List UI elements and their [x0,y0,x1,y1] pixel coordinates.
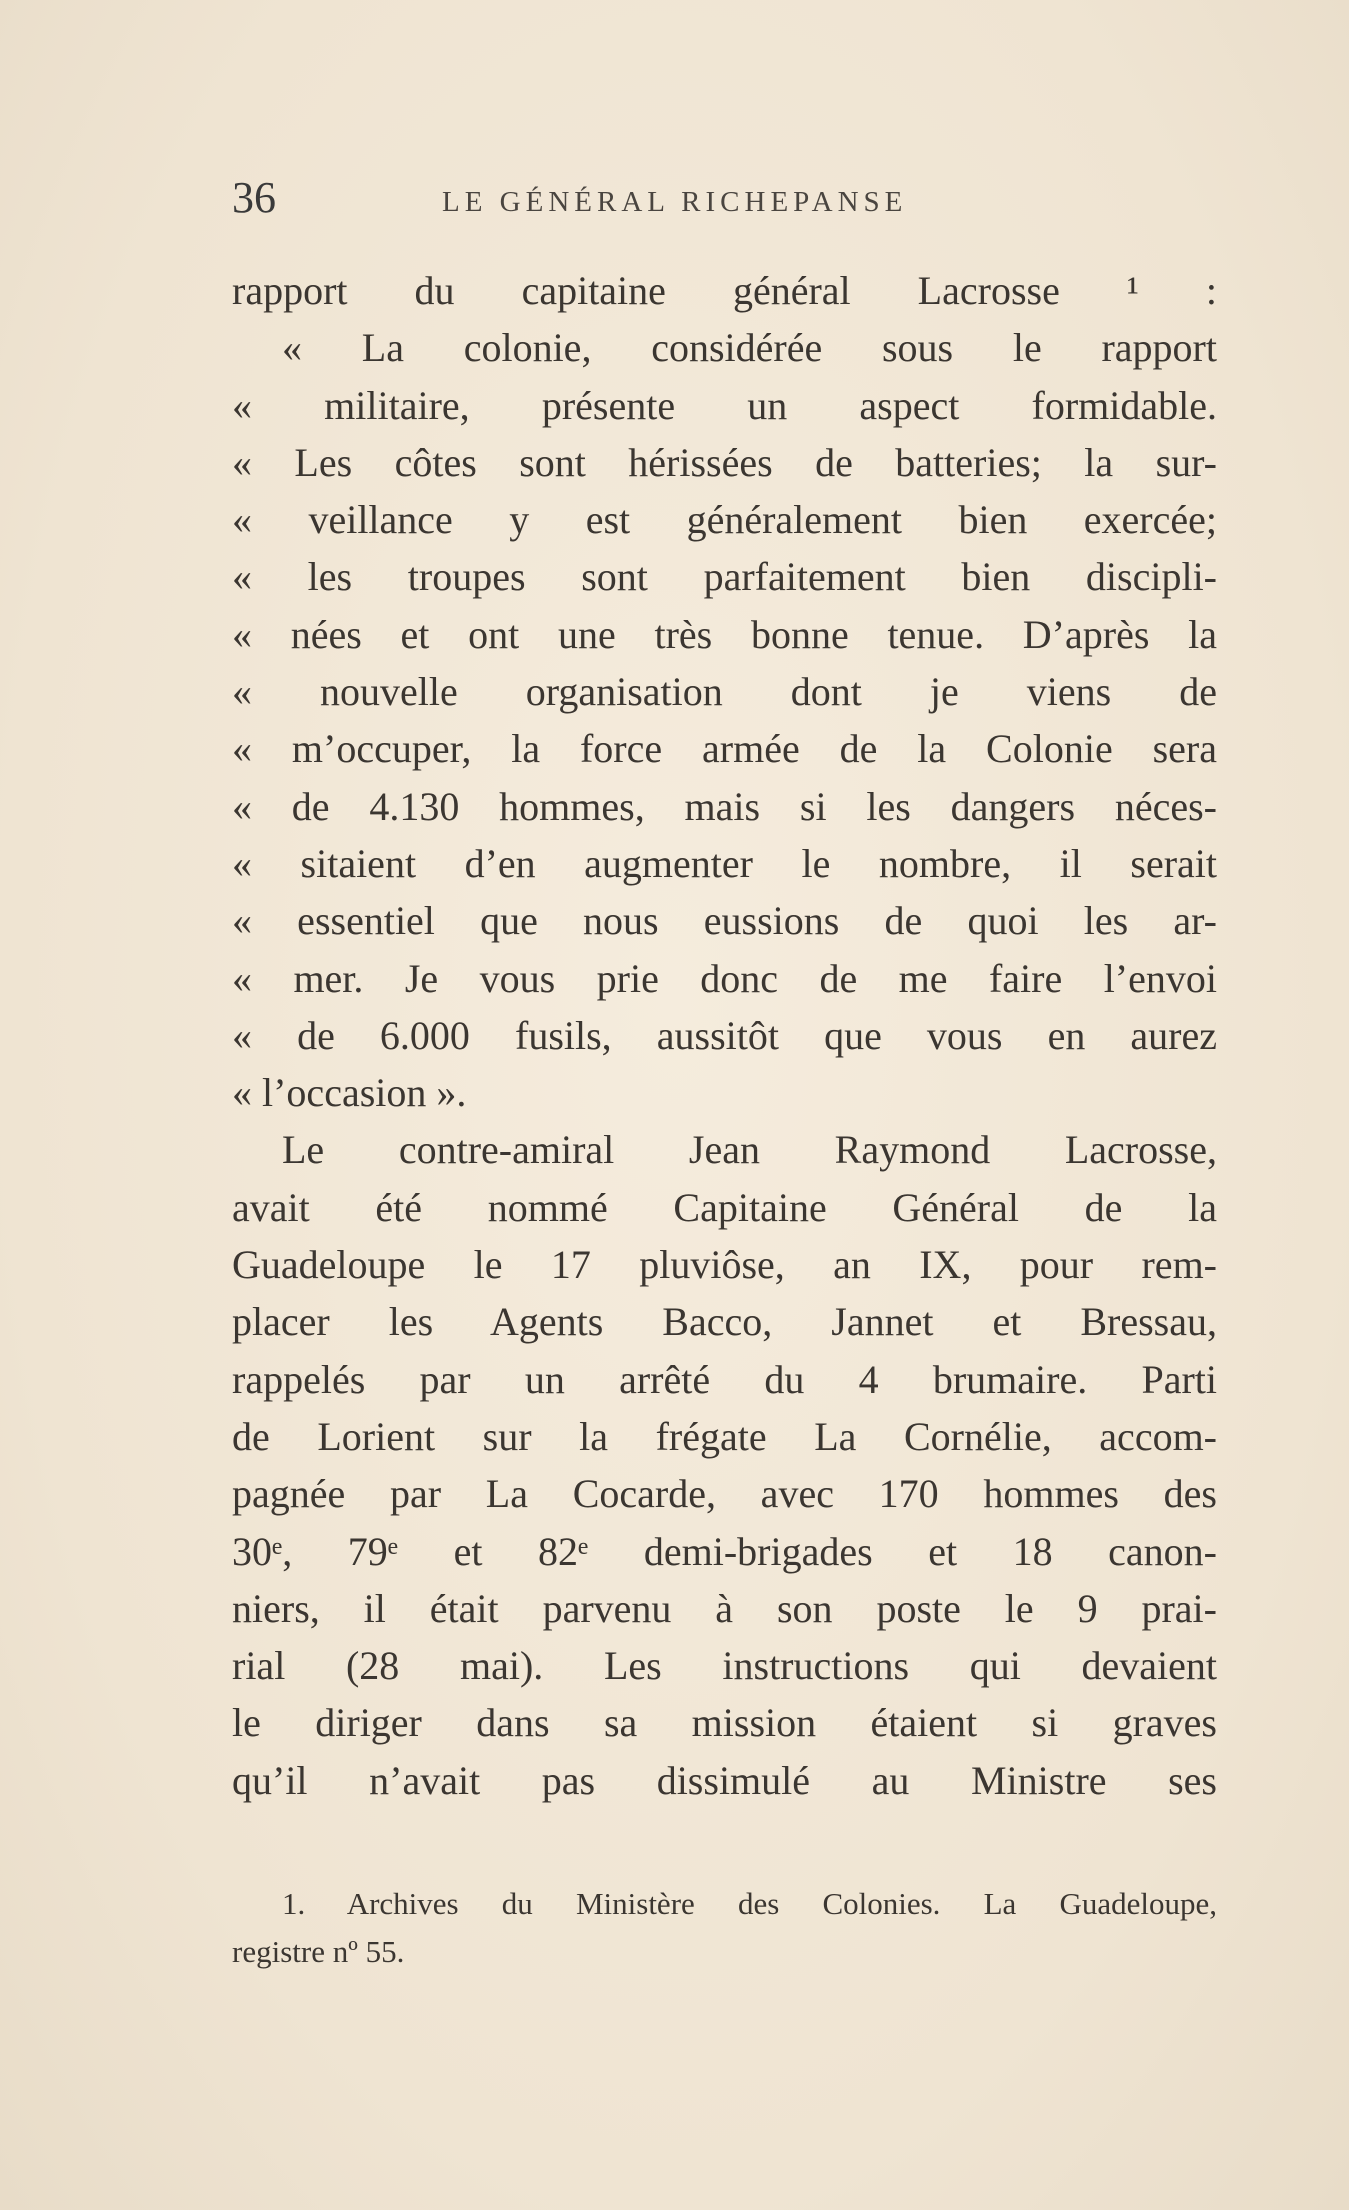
text-line: « nées et ont une très bonne tenue. D’après la [232,611,1217,657]
text-line: « de 6.000 fusils, aussitôt que vous en aurez [232,1012,1217,1058]
text-line: « m’occuper, la force armée de la Colonie sera [232,726,1217,772]
text-line: « nouvelle organisation dont je viens de [232,669,1217,715]
body-text [232,262,1217,1809]
text-line: niers, il était parvenu à son poste le 9 prai- [232,1585,1217,1631]
text-line: « veillance y est généralement bien exercée; [232,497,1217,543]
text-line: placer les Agents Bacco, Jannet et Bressau, [232,1299,1217,1345]
text-line: le diriger dans sa mission étaient si graves [232,1700,1217,1746]
text-line: qu’il n’avait pas dissimulé au Ministre ses [232,1757,1217,1803]
text-line: « Les côtes sont hérissées de batteries; la sur- [232,439,1217,485]
text-line: rappelés par un arrêté du 4 brumaire. Parti [232,1356,1217,1402]
running-title: LE GÉNÉRAL RICHEPANSE [442,186,908,218]
text-line: « les troupes sont parfaitement bien discipli- [232,554,1217,600]
text-line: Guadeloupe le 17 pluviôse, an IX, pour rem- [232,1242,1217,1288]
text-line: « de 4.130 hommes, mais si les dangers néces- [232,783,1217,829]
page-header [232,172,1217,228]
text-line: « essentiel que nous eussions de quoi les ar- [232,898,1217,944]
footnote-line: registre nº 55. [232,1934,405,1969]
text-line: Le contre-amiral Jean Raymond Lacrosse, [282,1127,1217,1173]
text-line: 30ᵉ, 79ᵉ et 82ᵉ demi-brigades et 18 canon- [232,1528,1217,1574]
text-line: « mer. Je vous prie donc de me faire l’envoi [232,955,1217,1001]
text-line: avait été nommé Capitaine Général de la [232,1184,1217,1230]
text-line: « l’occasion ». [232,1070,467,1116]
text-line: « militaire, présente un aspect formidable. [232,382,1217,428]
text-line: « La colonie, considérée sous le rapport [282,325,1217,371]
text-line: de Lorient sur la frégate La Cornélie, accom- [232,1413,1217,1459]
text-line: rial (28 mai). Les instructions qui devaient [232,1643,1217,1689]
page-number: 36 [232,173,276,222]
text-line: pagnée par La Cocarde, avec 170 hommes des [232,1471,1217,1517]
text-line: rapport du capitaine général Lacrosse ¹ : [232,268,1217,313]
footnote [232,1880,1217,1976]
text-line: « sitaient d’en augmenter le nombre, il serait [232,840,1217,886]
footnote-line: 1. Archives du Ministère des Colonies. La Guadeloupe, [282,1886,1217,1921]
